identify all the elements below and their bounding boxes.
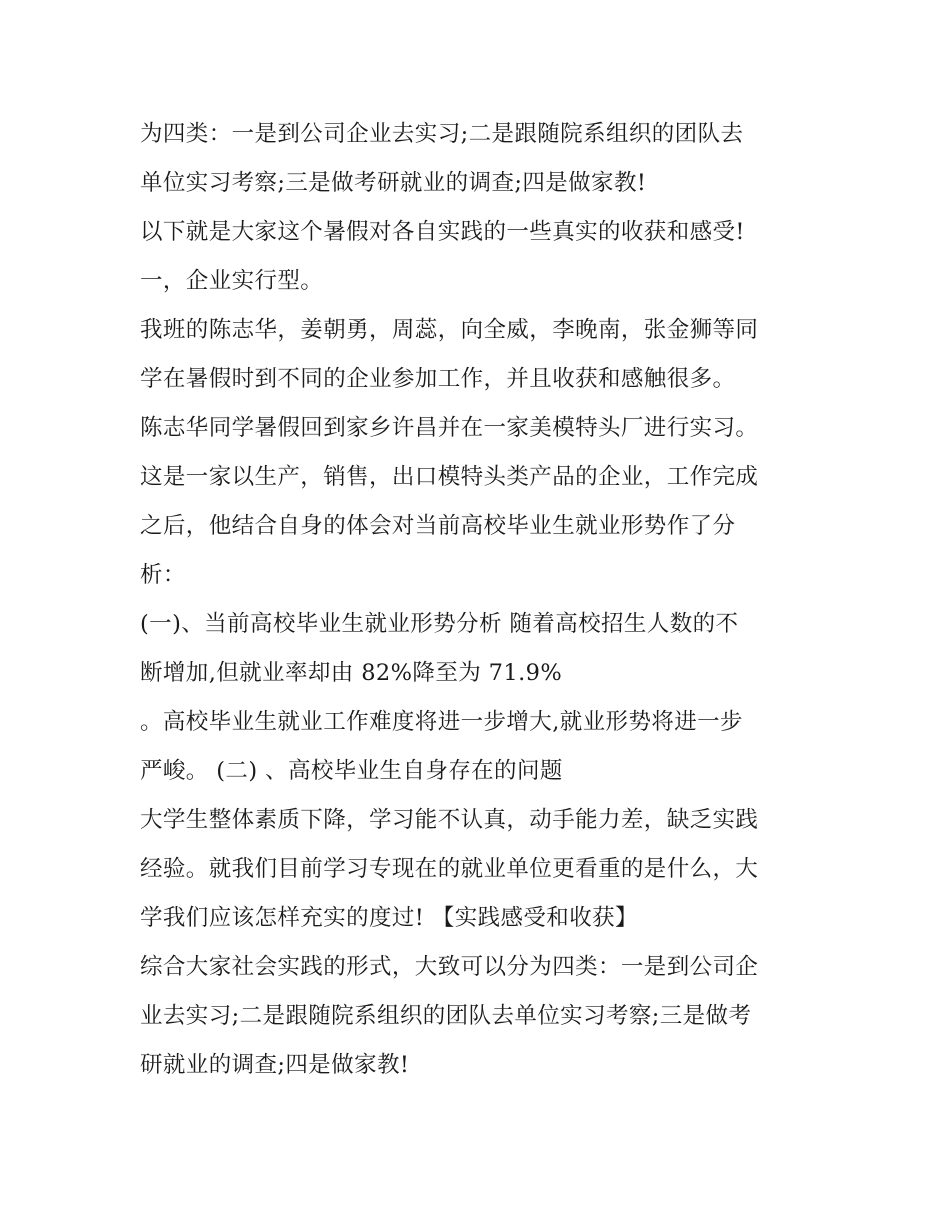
text-line: 陈志华同学暑假回到家乡许昌并在一家美模特头厂进行实习。 <box>140 415 759 441</box>
text-line: 我班的陈志华，姜朝勇，周蕊，向全威，李晚南，张金狮等同 <box>140 317 759 343</box>
text-line: 断增加,但就业率却由 82%降至为 71.9% <box>140 660 563 686</box>
text-line: 大学生整体素质下降，学习能不认真，动手能力差，缺乏实践 <box>140 807 759 833</box>
text-line: 以下就是大家这个暑假对各自实践的一些真实的收获和感受! <box>140 219 745 245</box>
text-line: (一)、当前高校毕业生就业形势分析 随着高校招生人数的不 <box>140 611 739 637</box>
text-line: 学在暑假时到不同的企业参加工作，并且收获和感触很多。 <box>140 366 736 392</box>
text-line: 之后，他结合自身的体会对当前高校毕业生就业形势作了分 <box>140 513 736 539</box>
text-line: 这是一家以生产，销售，出口模特头类产品的企业，工作完成 <box>140 464 759 490</box>
section-heading: 一，企业实行型。 <box>140 268 324 294</box>
text-line: 研就业的调查;四是做家教! <box>140 1052 410 1078</box>
text-line: 。高校毕业生就业工作难度将进一步增大,就业形势将进一步 <box>140 709 743 735</box>
text-line: 经验。就我们目前学习专现在的就业单位更看重的是什么，大 <box>140 856 759 882</box>
text-line: 学我们应该怎样充实的度过! 【实践感受和收获】 <box>140 905 638 931</box>
text-line: 综合大家社会实践的形式，大致可以分为四类：一是到公司企 <box>140 954 759 980</box>
text-line: 严峻。 (二) 、高校毕业生自身存在的问题 <box>140 758 563 784</box>
text-line: 业去实习;二是跟随院系组织的团队去单位实习考察;三是做考 <box>140 1003 752 1029</box>
document-body <box>140 110 820 1090</box>
text-line: 析： <box>140 562 186 588</box>
text-line: 为四类：一是到公司企业去实习;二是跟随院系组织的团队去 <box>140 121 744 147</box>
text-line: 单位实习考察;三是做考研就业的调查;四是做家教! <box>140 170 647 196</box>
